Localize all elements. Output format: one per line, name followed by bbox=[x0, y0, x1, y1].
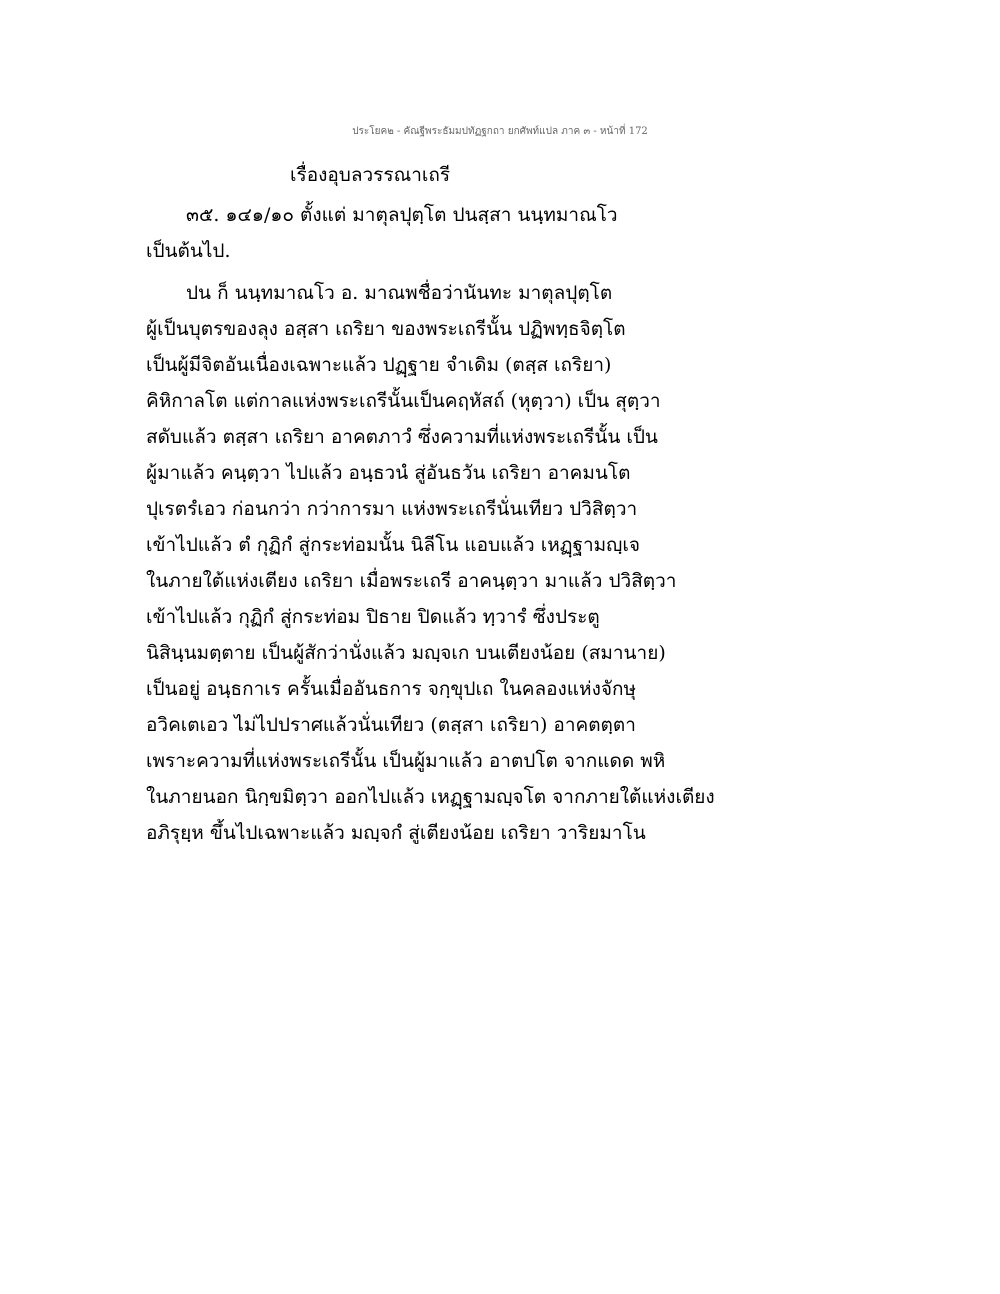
text-line: ผู้มาแล้ว คนฺตฺวา ไปแล้ว อนฺธวนํ สู่อันธวัน เถริยา อาคมนโต bbox=[146, 462, 631, 484]
text-line: ปุเรตรํเอว ก่อนกว่า กว่าการมา แห่งพระเถรีนั่นเทียว ปวิสิตฺวา bbox=[146, 498, 638, 520]
text-line: ๓๕. ๑๔๑/๑๐ ตั้งแต่ มาตุลปุตฺโต ปนสฺสา นนฺทมาณโว bbox=[186, 204, 618, 226]
text-line: เป็นต้นไป. bbox=[146, 240, 231, 262]
text-line: ในภายนอก นิกฺขมิตฺวา ออกไปแล้ว เหฏฺฐามญฺจโต จากภายใต้แห่งเตียง bbox=[146, 786, 715, 808]
page-header: ประโยค๒ - คัณฐีพระธัมมปทัฏฐกถา ยกศัพท์แปล ภาค ๓ - หน้าที่ 172 bbox=[352, 126, 648, 137]
text-line: เข้าไปแล้ว กุฏิกํ สู่กระท่อม ปิธาย ปิดแล้ว ทฺวารํ ซึ่งประตู bbox=[146, 606, 600, 628]
text-line: ผู้เป็นบุตรของลุง อสฺสา เถริยา ของพระเถรีนั้น ปฏิพทฺธจิตฺโต bbox=[146, 318, 626, 340]
text-line: นิสินฺนมตฺตาย เป็นผู้สักว่านั่งแล้ว มญฺจเก บนเตียงน้อย (สมานาย) bbox=[146, 642, 666, 664]
text-line: อภิรุยฺห ขึ้นไปเฉพาะแล้ว มญฺจกํ สู่เตียงน้อย เถริยา วาริยมาโน bbox=[146, 822, 646, 844]
text-line: เข้าไปแล้ว ตํ กุฏิกํ สู่กระท่อมนั้น นิลีโน แอบแล้ว เหฏฺฐามญฺเจ bbox=[146, 534, 640, 556]
text-line: เป็นผู้มีจิตอันเนื่องเฉพาะแล้ว ปฏฺฐาย จำเดิม (ตสฺส เถริยา) bbox=[146, 354, 612, 376]
text-line: ปน ก็ นนฺทมาณโว อ. มาณพชื่อว่านันทะ มาตุลปุตฺโต bbox=[186, 282, 613, 304]
text-line: อวิคเตเอว ไม่ไปปราศแล้วนั่นเทียว (ตสฺสา เถริยา) อาคตตฺตา bbox=[146, 714, 636, 736]
text-line: คิหิกาลโต แต่กาลแห่งพระเถรีนั้นเป็นคฤหัสถ์ (หุตฺวา) เป็น สุตฺวา bbox=[146, 390, 661, 412]
text-line: เพราะความที่แห่งพระเถรีนั้น เป็นผู้มาแล้ว อาตปโต จากแดด พหิ bbox=[146, 750, 666, 772]
section-title: เรื่องอุบลวรรณาเถรี bbox=[290, 164, 451, 186]
text-line: สดับแล้ว ตสฺสา เถริยา อาคตภาวํ ซึ่งความที่แห่งพระเถรีนั้น เป็น bbox=[146, 426, 658, 448]
text-line: เป็นอยู่ อนฺธกาเร ครั้นเมื่ออันธการ จกฺขุปเถ ในคลองแห่งจักษุ bbox=[146, 678, 637, 700]
text-line: ในภายใต้แห่งเตียง เถริยา เมื่อพระเถรี อาคนฺตฺวา มาแล้ว ปวิสิตฺวา bbox=[146, 570, 677, 592]
